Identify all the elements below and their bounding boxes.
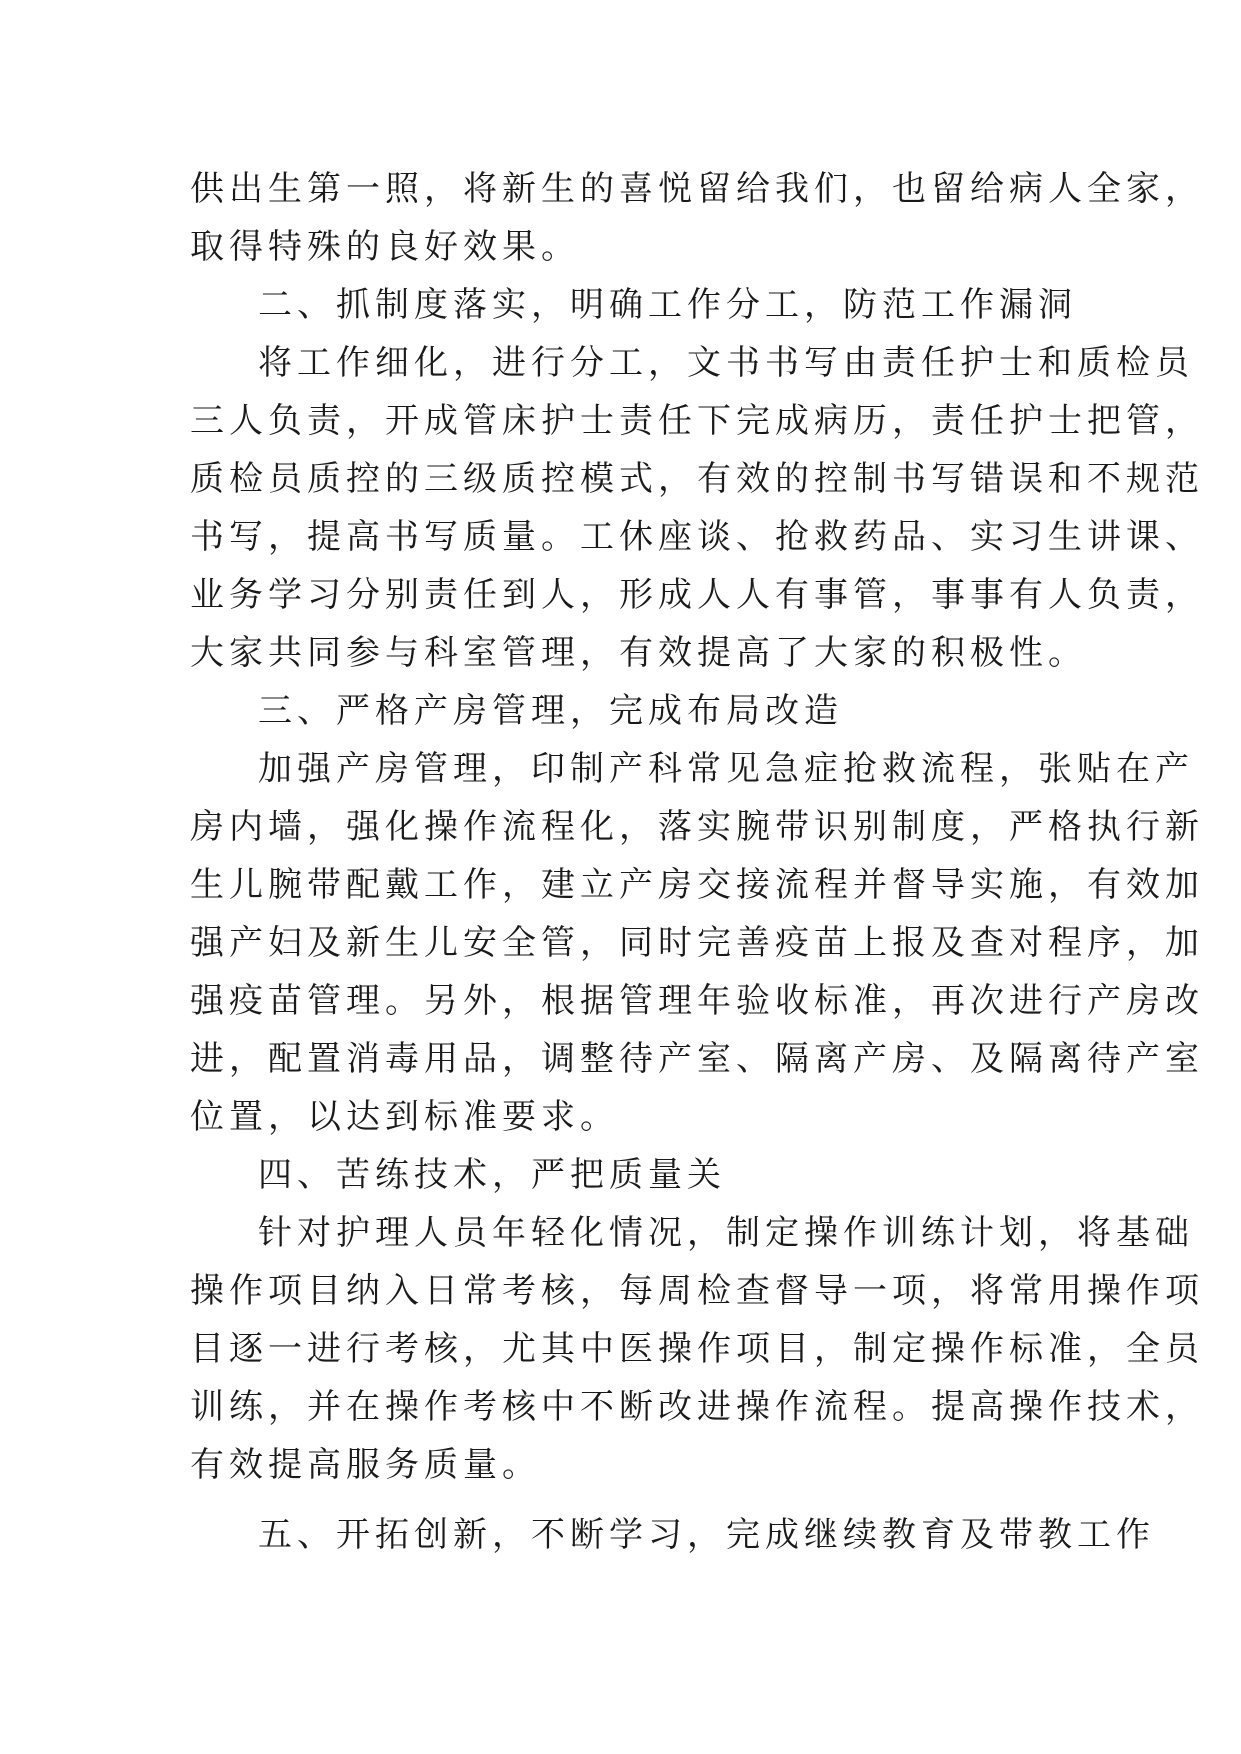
text-line: 训练，并在操作考核中不断改进操作流程。提高操作技术， <box>190 1387 1204 1427</box>
section-heading: 三、严格产房管理，完成布局改造 <box>258 691 843 731</box>
text-line: 质检员质控的三级质控模式，有效的控制书写错误和不规范 <box>190 459 1204 499</box>
text-line: 目逐一进行考核，尤其中医操作项目，制定操作标准，全员 <box>190 1329 1204 1369</box>
text-line: 有效提高服务质量。 <box>190 1445 541 1485</box>
text-line: 强疫苗管理。另外，根据管理年验收标准，再次进行产房改 <box>190 981 1204 1021</box>
section-heading: 二、抓制度落实，明确工作分工，防范工作漏洞 <box>258 285 1077 325</box>
text-line: 大家共同参与科室管理，有效提高了大家的积极性。 <box>190 633 1087 673</box>
text-line: 供出生第一照，将新生的喜悦留给我们，也留给病人全家， <box>190 169 1204 209</box>
text-line: 针对护理人员年轻化情况，制定操作训练计划，将基础 <box>258 1213 1194 1253</box>
text-line: 加强产房管理，印制产科常见急症抢救流程，张贴在产 <box>258 749 1194 789</box>
text-line: 生儿腕带配戴工作，建立产房交接流程并督导实施，有效加 <box>190 865 1204 905</box>
document-body <box>190 160 1204 1564</box>
text-line: 将工作细化，进行分工，文书书写由责任护士和质检员 <box>258 343 1194 383</box>
text-line: 取得特殊的良好效果。 <box>190 227 580 267</box>
section-heading: 四、苦练技术，严把质量关 <box>258 1155 726 1195</box>
text-line: 房内墙，强化操作流程化，落实腕带识别制度，严格执行新 <box>190 807 1204 847</box>
section-heading: 五、开拓创新，不断学习，完成继续教育及带教工作 <box>258 1515 1155 1555</box>
text-line: 位置，以达到标准要求。 <box>190 1097 619 1137</box>
text-line: 三人负责，开成管床护士责任下完成病历，责任护士把管， <box>190 401 1204 441</box>
text-line: 强产妇及新生儿安全管，同时完善疫苗上报及查对程序，加 <box>190 923 1204 963</box>
text-line: 书写，提高书写质量。工休座谈、抢救药品、实习生讲课、 <box>190 517 1204 557</box>
text-line: 业务学习分别责任到人，形成人人有事管，事事有人负责， <box>190 575 1204 615</box>
text-line: 操作项目纳入日常考核，每周检查督导一项，将常用操作项 <box>190 1271 1204 1311</box>
text-line: 进，配置消毒用品，调整待产室、隔离产房、及隔离待产室 <box>190 1039 1204 1079</box>
paragraph-gap <box>190 1494 1060 1506</box>
